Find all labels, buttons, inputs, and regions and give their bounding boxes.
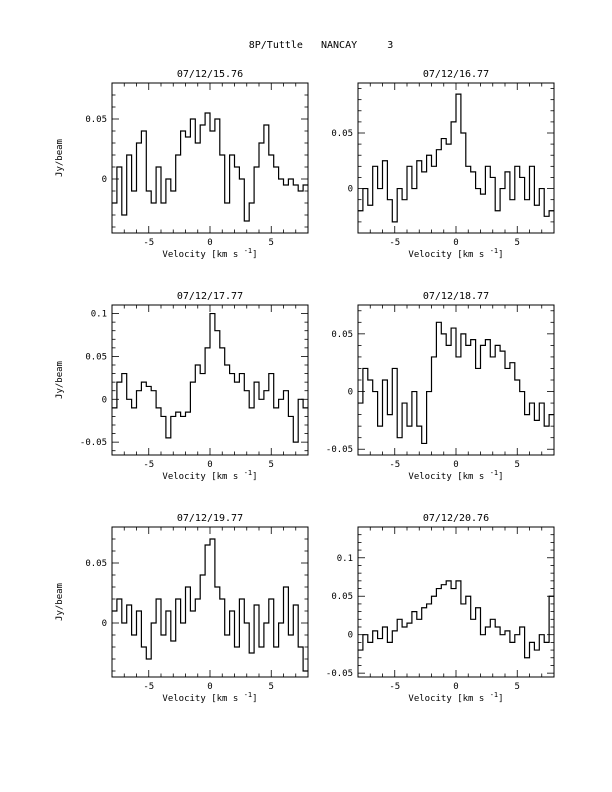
- spectrum-panel-5: [55, 513, 308, 704]
- x-axis-label: Velocity [km s $^{-1}$]: [408, 691, 504, 704]
- x-tick-label: 5: [268, 460, 274, 470]
- y-tick-label: 0.05: [331, 329, 353, 340]
- x-tick-label: 0: [453, 238, 459, 248]
- x-axis-label: Velocity [km s $^{-1}$]: [162, 691, 258, 704]
- panel-title: 07/12/16.77: [422, 69, 490, 80]
- x-tick-label: -5: [143, 460, 155, 470]
- y-tick-label: -0.05: [79, 438, 107, 449]
- y-tick-label: 0: [347, 387, 353, 398]
- y-tick-label: -0.05: [325, 669, 353, 680]
- spectrum-line: [358, 94, 554, 222]
- panel-title: 07/12/18.77: [422, 291, 490, 302]
- x-tick-label: 5: [268, 238, 274, 248]
- spectrum-line: [112, 314, 308, 443]
- y-tick-label: 0: [347, 630, 353, 641]
- figure-title: 8P/Tuttle NANCAY 3: [248, 40, 394, 51]
- y-tick-label: 0: [101, 619, 107, 629]
- x-tick-label: -5: [143, 682, 155, 692]
- spectrum-panel-1: [55, 69, 308, 260]
- spectrum-line: [112, 539, 308, 671]
- spectrum-line: [112, 113, 308, 221]
- x-tick-label: -5: [389, 460, 401, 470]
- panel-title: 07/12/15.76: [176, 69, 244, 80]
- y-tick-label: 0.1: [336, 553, 353, 564]
- y-tick-label: 0: [101, 175, 107, 185]
- x-tick-label: 5: [514, 682, 520, 692]
- spectrum-panel-6: [326, 513, 554, 704]
- x-tick-label: 0: [207, 682, 213, 692]
- panel-title: 07/12/20.76: [422, 513, 490, 524]
- x-tick-label: -5: [389, 238, 401, 248]
- y-tick-label: 0.05: [85, 352, 107, 363]
- x-tick-label: 5: [514, 460, 520, 470]
- spectrum-panel-3: [55, 291, 308, 482]
- x-tick-label: 0: [207, 460, 213, 470]
- x-axis-label: Velocity [km s $^{-1}$]: [162, 247, 258, 260]
- y-tick-label: 0.05: [331, 592, 353, 603]
- y-tick-label: 0.05: [85, 559, 107, 569]
- y-axis-label: Jy/beam: [55, 583, 65, 621]
- y-tick-label: 0.05: [85, 115, 107, 125]
- x-tick-label: 0: [207, 238, 213, 248]
- y-tick-label: 0.05: [331, 129, 353, 139]
- spectrum-panel-2: [331, 69, 554, 260]
- plot-frame: [112, 527, 308, 677]
- spectrum-panel-4: [326, 291, 554, 482]
- x-axis-label: Velocity [km s $^{-1}$]: [408, 247, 504, 260]
- y-tick-label: 0: [347, 184, 353, 195]
- y-axis-label: Jy/beam: [55, 361, 65, 399]
- x-tick-label: -5: [389, 682, 401, 692]
- panel-title: 07/12/17.77: [176, 291, 244, 302]
- x-tick-label: 5: [514, 238, 520, 248]
- x-tick-label: 0: [453, 460, 459, 470]
- spectrum-line: [358, 581, 554, 658]
- panel-title: 07/12/19.77: [176, 513, 244, 524]
- x-axis-label: Velocity [km s $^{-1}$]: [162, 469, 258, 482]
- y-tick-label: 0.1: [90, 309, 107, 320]
- x-axis-label: Velocity [km s $^{-1}$]: [408, 469, 504, 482]
- spectrum-line: [358, 322, 554, 443]
- plot-frame: [112, 83, 308, 233]
- y-axis-label: Jy/beam: [55, 139, 65, 177]
- y-tick-label: 0: [101, 395, 107, 406]
- x-tick-label: 0: [453, 682, 459, 692]
- y-tick-label: -0.05: [325, 445, 353, 456]
- x-tick-label: 5: [268, 682, 274, 692]
- x-tick-label: -5: [143, 238, 155, 248]
